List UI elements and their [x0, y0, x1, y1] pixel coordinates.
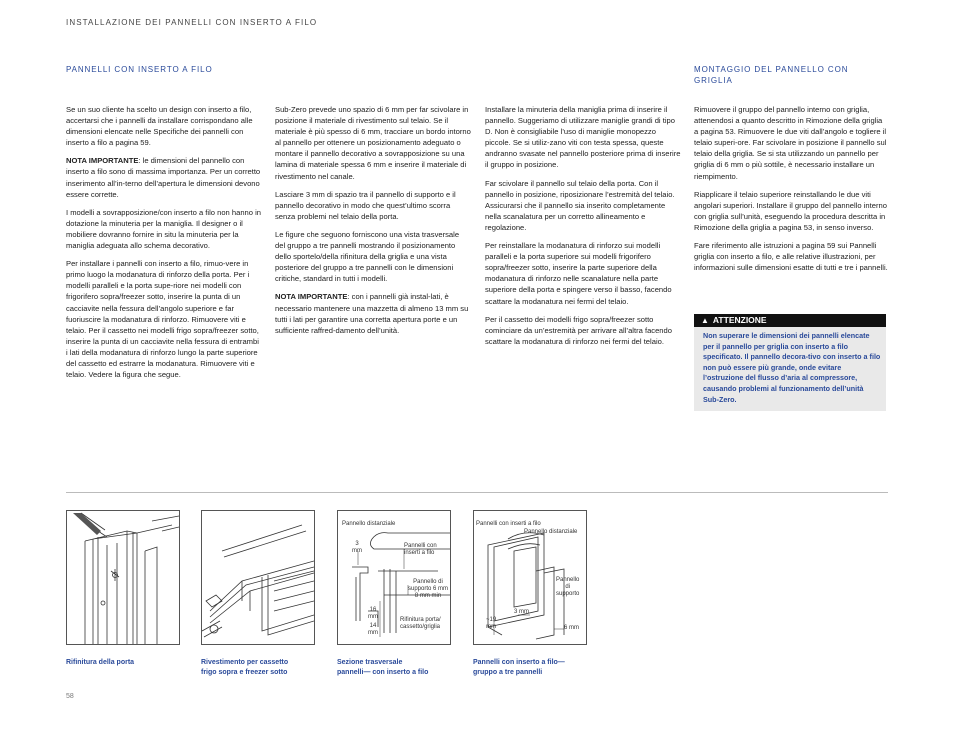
- label-line: Rifinitura porta/: [400, 617, 441, 623]
- figure-drawer-trim: [201, 510, 315, 645]
- label-line: ~19: [486, 617, 497, 623]
- paragraph: Per reinstallare la modanatura di rinforzo sui modelli paralleli e la porta superiore sui modelli frigorifero sopra/freezer sotto, inserire la parte superiore della modanatura di rinforzo nelle scanalature nella parte superiore della porta e spingere verso il basso, facendo scattare la modanatura nei fermi del telaio.: [485, 241, 672, 306]
- paragraph-text: : le dimensioni del pannello con inserto a filo sono di massima importanza. Per un corretto inserimento all’in-terno dell’apertura le dimensioni devono essere corrette.: [66, 156, 261, 199]
- text-column-2: [275, 104, 471, 343]
- label-3mm: 3 mm: [514, 609, 529, 615]
- label-line: mm: [352, 548, 362, 554]
- paragraph: [275, 291, 471, 335]
- door-trim-illustration: [67, 511, 179, 644]
- paragraph: Per il cassetto dei modelli frigo sopra/freezer sotto cominciare da un’estremità per arrivare all’altra facendo scattare la modanatura di rinforzo nei fermi del telaio.: [485, 314, 672, 346]
- figure-cross-section: [337, 510, 451, 645]
- caption-drawer-trim: [201, 658, 288, 678]
- paragraph: Lasciare 3 mm di spazio tra il pannello di supporto e il pannello decorativo in modo che quest’ultimo scorra senza problemi nel telaio della porta.: [275, 189, 456, 221]
- section-title-grille-panel: [694, 64, 848, 86]
- paragraph: Fare riferimento alle istruzioni a pagina 59 sui Pannelli griglia con inserto a filo, e alle relative illustrazioni, per informazioni sulle dimensioni esatte di tutti e tre i pannelli.: [694, 241, 888, 273]
- warning-title: ATTENZIONE: [712, 315, 767, 325]
- caption-line: Pannelli con inserto a filo—: [473, 659, 565, 666]
- label-spacer-panel: Pannello distanziale: [342, 521, 396, 527]
- label-line: supporto 6 mm: [408, 586, 449, 592]
- warning-header: [694, 314, 886, 327]
- caption-cross-section: [337, 658, 428, 678]
- label-line: Pannelli con: [404, 543, 437, 549]
- section-title-line: GRIGLIA: [694, 76, 733, 85]
- label-line: di: [565, 584, 571, 590]
- paragraph-text: : con i pannelli già instal-lati, è necessario mantenere una mazzetta di almeno 13 mm su tutti i lati per garantire una corretta apertura porte e un sufficiente raffred-damento dell’unità.: [275, 292, 469, 335]
- important-note-label: NOTA IMPORTANTE: [66, 156, 139, 166]
- text-column-1: [66, 104, 262, 387]
- paragraph: [66, 155, 262, 199]
- caption-three-panel: [473, 658, 565, 678]
- label-line: mm: [368, 630, 378, 636]
- label-line: mm: [368, 614, 378, 620]
- section-title-line: MONTAGGIO DEL PANNELLO CON: [694, 65, 849, 74]
- text-column-4: [694, 104, 888, 280]
- label-16mm: [368, 607, 378, 621]
- important-note-label: NOTA IMPORTANTE: [275, 292, 348, 302]
- drawer-trim-illustration: [202, 511, 314, 644]
- paragraph: I modelli a sovrapposizione/con inserto a filo non hanno in dotazione la minuteria per la maniglia. Il designer o il mobiliere dovranno fornire in situ la minuteria per la maniglia adeguata allo schema decorativo.: [66, 207, 262, 251]
- label-flush-panels: Pannelli con inserti a filo: [476, 521, 541, 527]
- label-line: 3: [355, 541, 359, 547]
- label-line: Pannello di: [413, 579, 443, 585]
- figure-door-trim: [66, 510, 180, 645]
- warning-text: Non superare le dimensioni dei pannelli elencate per il pannello per griglia con inserto a filo specificato. Il pannello decora-tivo con inserto a filo non può essere più grande, onde evitare l’ostruzione del flusso d’aria al compressore, causando problemi al funzionamento dell’unità Sub-Zero.: [703, 331, 881, 404]
- label-line: supporto: [556, 591, 580, 597]
- text-column-3: [485, 104, 681, 354]
- label-6mm: 6 mm: [564, 625, 579, 631]
- label-flush-panels: [404, 543, 437, 557]
- caption-line: Sezione trasversale: [337, 659, 403, 666]
- label-14mm: [368, 623, 378, 637]
- caption-line: Rivestimento per cassetto: [201, 659, 289, 666]
- label-19mm: [486, 617, 496, 631]
- label-line: mm: [486, 624, 497, 630]
- caption-line: gruppo a tre pannelli: [473, 669, 543, 676]
- label-line: inserti a filo: [404, 550, 435, 556]
- label-line: 14: [369, 623, 377, 629]
- caption-line: frigo sopra e freezer sotto: [201, 669, 288, 676]
- caption-line: pannelli— con inserto a filo: [337, 669, 429, 676]
- paragraph: Rimuovere il gruppo del pannello interno con griglia, attenendosi a quanto descritto in Rimozione della griglia a pagina 53. Rimuovere le due viti dall’angolo e togliere il telaio superi-ore. Far scivolare in posizione il pannello sul telaio della griglia. Se si sta utilizzando un pannello per griglia di 6 mm o più sottile, è necessario installare un riempimento.: [694, 105, 887, 181]
- paragraph: Riapplicare il telaio superiore reinstallando le due viti angolari superiori. Installare il gruppo del pannello interno con griglia sull’unità, eseguendo la procedura descritta in Rimozione della griglia a pagina 53, in senso inverso.: [694, 189, 887, 232]
- paragraph: Far scivolare il pannello sul telaio della porta. Con il pannello in posizione, riposizionare l’estremità del telaio. Assicurarsi che il pannello sia inserito completamente nella scanalatura per un corretto allineamento e regolazione.: [485, 178, 675, 232]
- figure-three-panel-group: [473, 510, 587, 645]
- paragraph: Per installare i pannelli con inserto a filo, rimuo-vere in primo luogo la modanatura di rinforzo della porta. Per i modelli paralleli e la porta supe-riore nei modelli con frigorifero sopra/freezer sotto, inserire la punta di un cacciavite nella fessura dell’angolo superiore e far fuoriuscire la modanatura di rinforzo. Rimuovere viti e telaio. Per il cassetto nei modelli frigo sopra/freezer sotto, inserire la punta di un cacciavite nella fessura di entrambi i lati della modanatura di rinforzo lungo la parte superiore del cassetto ed estrarre la modanatura. Rimuovere viti e telaio. Vedere la figura che segue.: [66, 259, 259, 380]
- paragraph: Sub-Zero prevede uno spazio di 6 mm per far scivolare in posizione il materiale di rivestimento sul telaio. Se il materiale è più spesso di 6 mm, tracciare un bordo intorno al pannello per ottenere un posizionamento adeguato o montare il pannello decorativo a sovrapposizione su una lamina di materiale spessa 6 mm e inserire il materiale di rivestimento nel canale.: [275, 105, 471, 181]
- paragraph: Le figure che seguono forniscono una vista trasversale del gruppo a tre pannelli mostrando il posizionamento dello sportelo/della rifinitura della griglia e una vista posteriore del gruppo a tre pannelli con le dimensioni critiche, standard in tutti i modelli.: [275, 229, 460, 284]
- section-title-flush-inset: PANNELLI CON INSERTO A FILO: [66, 65, 213, 74]
- label-line: Pannello: [556, 577, 580, 583]
- label-backer-panel: [556, 577, 579, 598]
- running-header: INSTALLAZIONE DEI PANNELLI CON INSERTO A FILO: [66, 18, 318, 27]
- warning-box: [694, 314, 886, 411]
- warning-triangle-icon: ▲: [701, 316, 709, 325]
- caption-door-trim: Rifinitura della porta: [66, 659, 135, 666]
- label-line: 16: [369, 607, 377, 613]
- section-divider: [66, 492, 888, 493]
- label-trim: [400, 617, 441, 631]
- label-line: cassetto/griglia: [400, 624, 441, 630]
- page-number: 58: [66, 693, 74, 700]
- label-3mm: [352, 541, 362, 555]
- paragraph: Se un suo cliente ha scelto un design con inserto a filo, accertarsi che i pannelli da installare corrispondano alle dimensioni elencate nelle Specifiche dei pannelli con inserto a filo a pagina 59.: [66, 105, 253, 148]
- paragraph: Installare la minuteria della maniglia prima di inserire il pannello. Suggeriamo di utilizzare maniglie grandi di tipo D. Non è consigliabile l’uso di maniglie monopezzo piccole. Se si utiliz-zano viti con testa spessa, queste andranno svasate nel pannello posteriore prima di inserire il gruppo in posizione.: [485, 105, 681, 170]
- label-backer-panel: [408, 579, 448, 600]
- label-line: 8 mm min: [414, 593, 442, 599]
- label-spacer-panel: Pannello distanziale: [524, 529, 578, 535]
